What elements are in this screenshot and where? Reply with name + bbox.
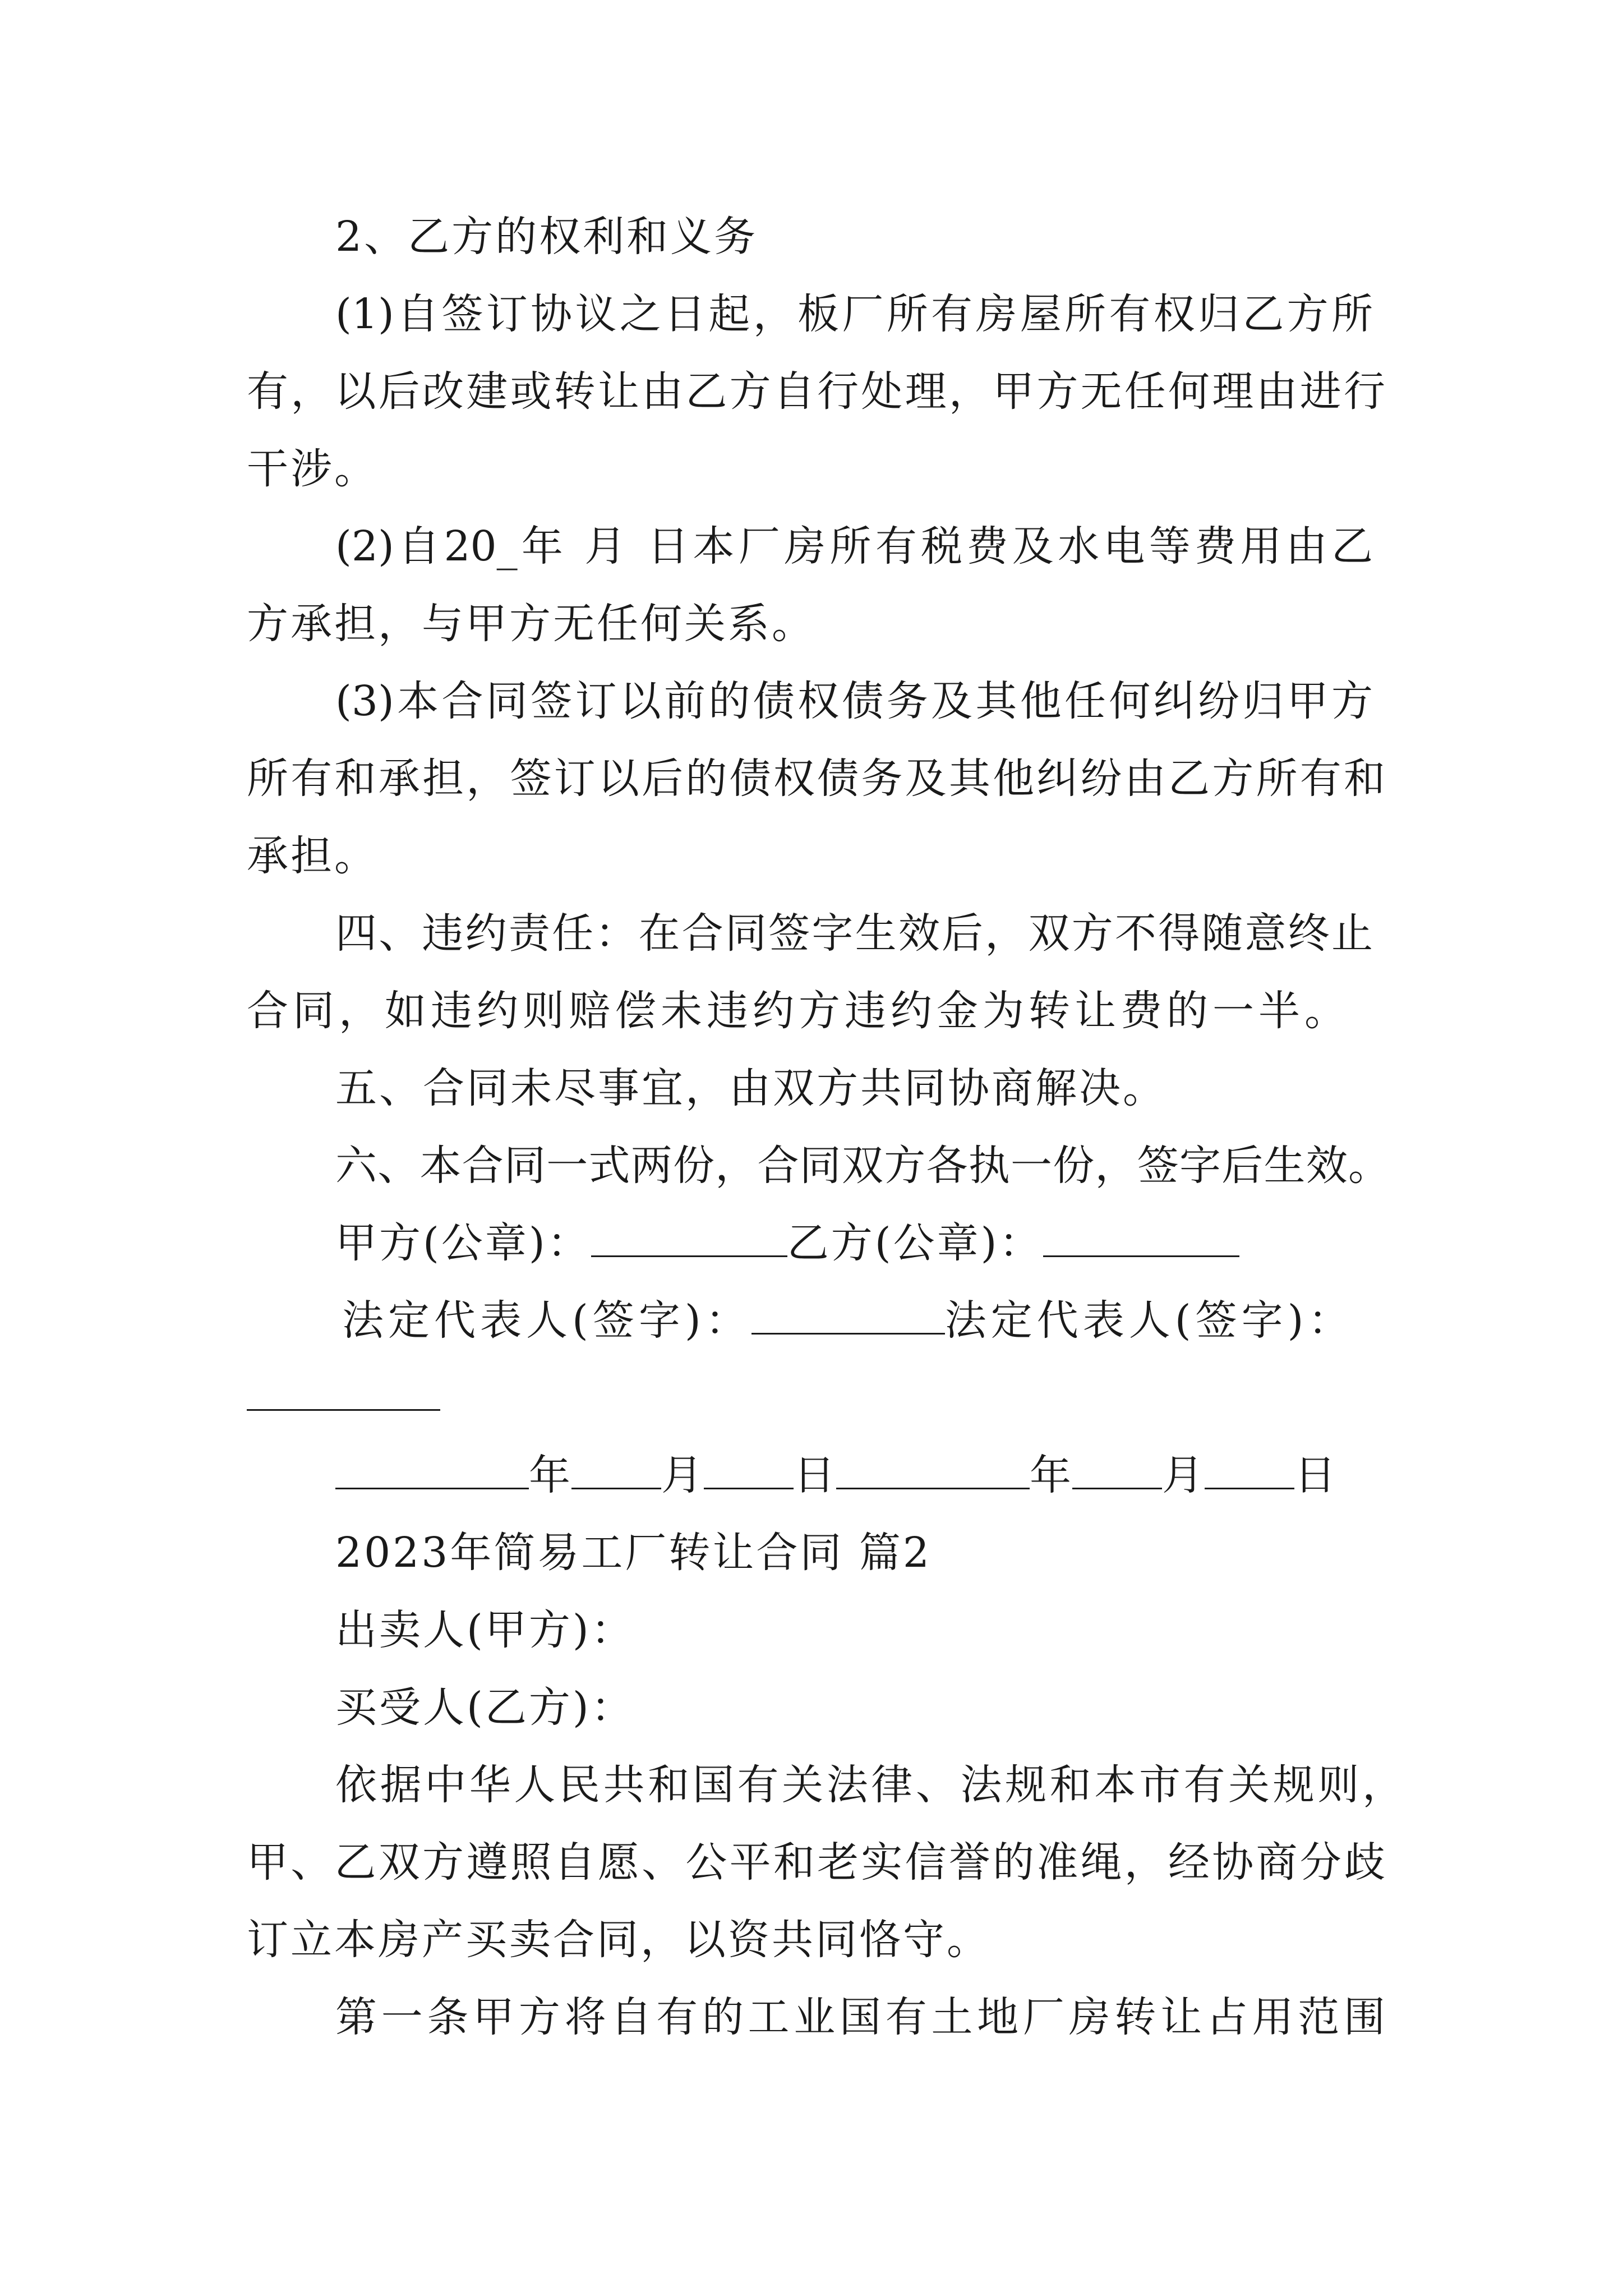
date-a-day-label: 日 — [794, 1451, 836, 1499]
date-line — [335, 1447, 1337, 1503]
party-b-seal-blank — [1043, 1222, 1239, 1257]
representative-line — [342, 1292, 1354, 1349]
clause-1-line-2: 有，以后改建或转让由乙方自行处理，甲方无任何理由进行 — [247, 367, 1385, 416]
article-1-start: 第一条甲方将自有的工业国有土地厂房转让占用范围 — [335, 1993, 1385, 2041]
party-a-seal-blank — [591, 1222, 787, 1257]
buyer-label: 买受人(乙方)： — [335, 1683, 635, 1732]
party-b-seal-label: 乙方(公章)： — [787, 1219, 1043, 1267]
party-a-seal-label: 甲方(公章)： — [335, 1219, 591, 1267]
clause-3-line-1: (3)本合同签订以前的债权债务及其他任何纠纷归甲方 — [335, 677, 1373, 725]
date-a-month-blank — [571, 1454, 661, 1489]
article-5: 五、合同未尽事宜，由双方共同协商解决。 — [335, 1064, 1166, 1112]
article-4-line-1: 四、违约责任：在合同签字生效后，双方不得随意终止 — [335, 909, 1373, 958]
date-a-month-label: 月 — [661, 1451, 704, 1499]
date-b-month-blank — [1072, 1454, 1162, 1489]
date-a-year-blank — [335, 1454, 529, 1489]
date-b-year-blank — [836, 1454, 1030, 1489]
rep-a-label: 法定代表人(签字)： — [342, 1296, 751, 1345]
section-heading: 2、乙方的权利和义务 — [335, 213, 758, 261]
rep-b-label: 法定代表人(签字)： — [944, 1296, 1354, 1345]
date-a-year-label: 年 — [529, 1451, 571, 1499]
clause-3-line-2: 所有和承担，签订以后的债权债务及其他纠纷由乙方所有和 — [247, 754, 1385, 803]
seal-line — [335, 1215, 1239, 1271]
preamble-line-2: 甲、乙双方遵照自愿、公平和老实信誉的准绳，经协商分歧 — [247, 1838, 1385, 1887]
date-a-day-blank — [704, 1454, 794, 1489]
date-b-day-blank — [1205, 1454, 1294, 1489]
date-b-year-label: 年 — [1030, 1451, 1072, 1499]
clause-1-line-3: 干涉。 — [247, 445, 378, 493]
contract-2-title: 2023年简易工厂转让合同 篇2 — [335, 1529, 932, 1577]
clause-2-line-2: 方承担，与甲方无任何关系。 — [247, 600, 815, 648]
date-b-month-label: 月 — [1162, 1451, 1205, 1499]
rep-a-blank — [751, 1299, 945, 1335]
preamble-line-1: 依据中华人民共和国有关法律、法规和本市有关规则， — [335, 1761, 1404, 1809]
article-4-line-2: 合同，如违约则赔偿未违约方违约金为转让费的一半。 — [247, 987, 1346, 1035]
clause-3-line-3: 承担。 — [247, 832, 378, 880]
rep-b-blank — [247, 1409, 440, 1411]
clause-2-line-1: (2)自20_年 月 日本厂房所有税费及水电等费用由乙 — [335, 522, 1373, 570]
seller-label: 出卖人(甲方)： — [335, 1606, 635, 1654]
date-b-day-label: 日 — [1294, 1451, 1337, 1499]
preamble-line-3: 订立本房产买卖合同，以资共同恪守。 — [247, 1916, 990, 1964]
clause-1-line-1: (1)自签订协议之日起，板厂所有房屋所有权归乙方所 — [335, 290, 1373, 338]
article-6: 六、本合同一式两份，合同双方各执一份，签字后生效。 — [335, 1142, 1390, 1190]
